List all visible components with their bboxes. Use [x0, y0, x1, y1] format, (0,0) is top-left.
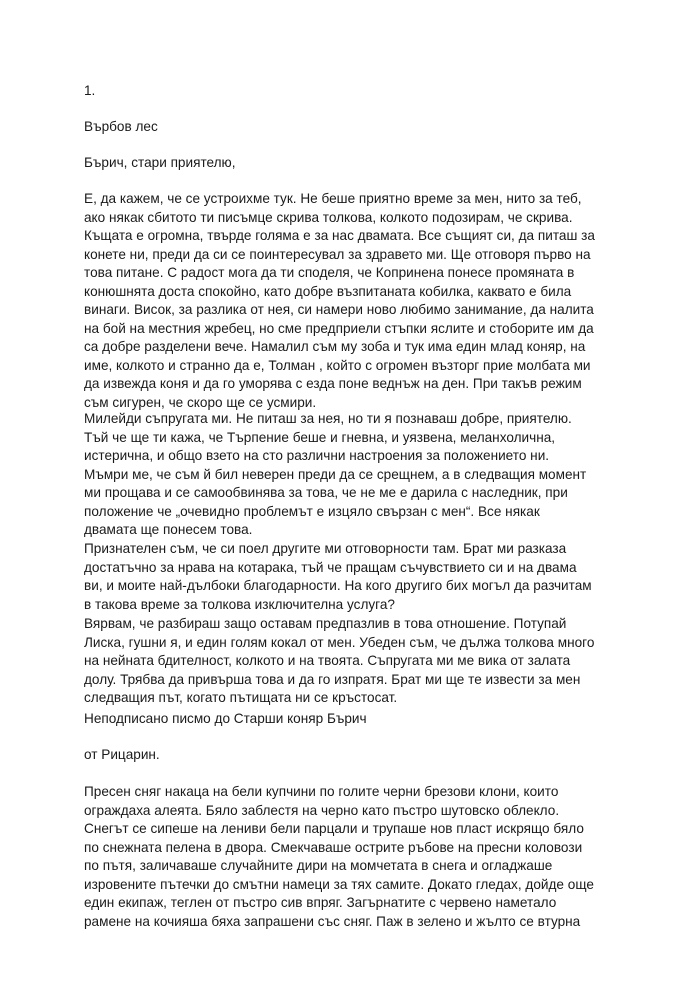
paragraph-line: достатъчно за нрава на котарака, тъй че пращам съчувствието си и на двама: [84, 559, 577, 575]
paragraph-line: Вярвам, че разбираш защо оставам предпазлив в това отношение. Потупай: [84, 616, 567, 631]
paragraph-line: ако някак сбитото ти писъмце скрива толкова, колкото подозирам, че скрива.: [84, 209, 573, 225]
paragraph-line: да извежда коня и да го уморява с езда поне веднъж на ден. При такъв режим: [84, 376, 582, 391]
paragraph-line: ми прощава и се самообвинява за това, че не ме е дарила с наследник, при: [84, 485, 568, 500]
paragraph-5: [84, 783, 620, 931]
paragraph-line: двамата ще понесем това.: [84, 522, 253, 537]
paragraph-line: на бой на местния жребец, но сме предприели стъпки яслите и стоборите им да: [84, 320, 594, 336]
paragraph-line: Милейди съпругата ми. Не питаш за нея, но ти я познаваш добре, приятелю.: [84, 411, 572, 426]
paragraph-line: конюшнята доста спокойно, като добре възпитаната кобилка, каквато е била: [84, 283, 572, 299]
paragraph-line: изровените пътечки до смътни намеци за тях самите. Докато гледах, дойде още: [84, 876, 594, 892]
location-heading: Върбов лес: [84, 119, 158, 134]
paragraph-line: са добре разделени вече. Намалил съм му зоба и тук има един млад коняр, на: [84, 339, 586, 354]
paragraph-3: [84, 540, 620, 614]
paragraph-line: по снежната пелена в двора. Смекчаваше острите ръбове на пресни коловози: [84, 839, 583, 855]
caption-line-2: от Рицарин.: [84, 747, 160, 762]
paragraph-line: истерична, и общо взето на сто различни настроения за положението ни.: [84, 448, 550, 463]
paragraph-line: това питане. С радост мога да ти споделя, че Копринена понесе промяната в: [84, 265, 575, 280]
paragraph-1: [84, 190, 620, 412]
paragraph-line: Снегът се сипеше на лениви бели парцали и трупаше нов пласт искрящо бяло: [84, 821, 584, 836]
caption-line-1: Неподписано писмо до Старши коняр Бърич: [84, 711, 367, 726]
paragraph-line: на нейната бдителност, колкото и на твоята. Съпругата ми ме вика от залата: [84, 653, 571, 668]
paragraph-line: Пресен сняг накаца на бели купчини по голите черни брезови клони, които: [84, 784, 559, 799]
paragraph-line: Мъмри ме, че съм й бил неверен преди да се срещнем, а в следващия момент: [84, 466, 587, 482]
paragraph-line: име, колкото и странно да е, Толман , който с огромен възторг прие молбата ми: [84, 357, 591, 373]
paragraph-line: конете ни, преди да си се поинтересувал за здравето ми. Ще отговоря първо на: [84, 246, 591, 262]
paragraph-line: по пътя, заличаваше случайните дири на момчетата в снега и огладжаше: [84, 858, 553, 873]
paragraph-2: [84, 410, 620, 540]
paragraph-line: следващия път, когато пътищата ни се кръстосат.: [84, 690, 398, 705]
paragraph-line: долу. Трябва да привърша това и да го изпратя. Брат ми ще те извести за мен: [84, 671, 581, 687]
paragraph-line: съм сигурен, че скоро ще се усмири.: [84, 394, 317, 410]
paragraph-line: в такова време за толкова изключителна услуга?: [84, 596, 395, 612]
paragraph-line: положение че „очевидно проблемът е изцяло свързан с мен“. Все някак: [84, 503, 540, 519]
salutation: Бърич, стари приятелю,: [84, 155, 236, 170]
paragraph-4: [84, 615, 620, 708]
paragraph-line: Признателен съм, че си поел другите ми отговорности там. Брат ми разказа: [84, 541, 567, 556]
paragraph-line: Тъй че ще ти кажа, че Търпение беше и гневна, и уязвена, меланхолична,: [84, 429, 556, 445]
paragraph-line: Лиска, гушни я, и един голям кокал от мен. Убеден съм, че дължа толкова много: [84, 634, 595, 650]
paragraph-line: Къщата е огромна, твърде голяма е за нас двамата. Все същият си, да питаш за: [84, 228, 595, 243]
paragraph-line: Е, да кажем, че се устроихме тук. Не беше приятно време за мен, нито за теб,: [84, 191, 582, 206]
paragraph-line: ограждаха алеята. Бяло заблестя на черно като пъстро шутовско облекло.: [84, 802, 560, 818]
paragraph-line: винаги. Висок, за разлика от нея, си намери ново любимо занимание, да налита: [84, 302, 594, 317]
paragraph-line: ви, и моите най-дълбоки благодарности. На кого другиго бих могъл да разчитам: [84, 578, 592, 593]
paragraph-line: рамене на кочияша бяха запрашени със сняг. Паж в зелено и жълто се втурна: [84, 913, 581, 929]
chapter-number: 1.: [84, 83, 96, 98]
paragraph-line: един екипаж, теглен от пъстро сив впряг. Загърнатите с червено наметало: [84, 895, 557, 910]
